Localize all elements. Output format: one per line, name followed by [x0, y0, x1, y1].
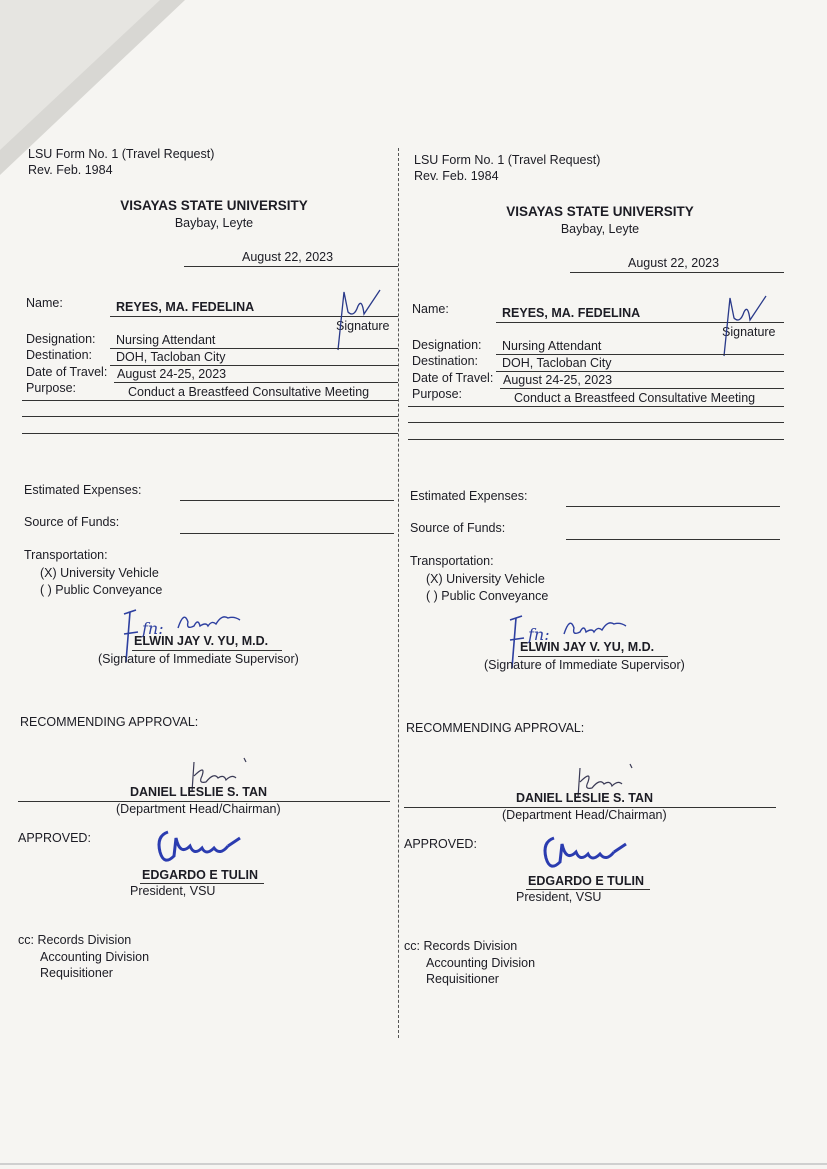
option-public-conveyance: ( ) Public Conveyance [40, 583, 163, 597]
supervisor-line [518, 656, 668, 657]
date-of-travel-line [114, 382, 398, 383]
estimated-expenses-label: Estimated Expenses: [24, 483, 142, 497]
supervisor-line [132, 650, 282, 651]
president-signature-icon [540, 832, 640, 878]
cc-requisitioner: Requisitioner [40, 966, 113, 980]
cc-accounting: Accounting Division [426, 956, 536, 970]
request-date: August 22, 2023 [628, 256, 720, 270]
designation-line [496, 354, 784, 355]
purpose-line-1 [22, 400, 398, 401]
date-of-travel-value: August 24-25, 2023 [117, 367, 227, 381]
designation-line [110, 348, 398, 349]
source-of-funds-label: Source of Funds: [410, 521, 506, 535]
dept-head-name: DANIEL LESLIE S. TAN [130, 785, 268, 799]
form-revision: Rev. Feb. 1984 [414, 169, 499, 183]
cc-requisitioner: Requisitioner [426, 972, 499, 986]
approved-label: APPROVED: [404, 837, 477, 851]
purpose-line-3 [408, 439, 784, 440]
travel-request-form-right [404, 6, 789, 1169]
designation-value: Nursing Attendant [502, 339, 602, 353]
purpose-line-1 [408, 406, 784, 407]
estimated-expenses-line [566, 506, 780, 507]
name-label: Name: [412, 302, 449, 316]
signature-label: Signature [722, 325, 776, 339]
name-value: REYES, MA. FEDELINA [502, 306, 641, 320]
estimated-expenses-line [180, 500, 394, 501]
purpose-line-3 [22, 433, 398, 434]
date-of-travel-line [500, 388, 784, 389]
date-line [184, 266, 398, 267]
cc-records: cc: Records Division [18, 933, 132, 947]
destination-value: DOH, Tacloban City [502, 356, 612, 370]
transportation-label: Transportation: [24, 548, 108, 562]
dept-head-title: (Department Head/Chairman) [116, 802, 281, 816]
option-university-vehicle: (X) University Vehicle [426, 572, 545, 586]
purpose-value: Conduct a Breastfeed Consultative Meeting [128, 385, 370, 399]
president-signature-icon [154, 826, 254, 872]
recommending-approval-label: RECOMMENDING APPROVAL: [406, 721, 585, 735]
university-location: Baybay, Leyte [560, 222, 640, 236]
supervisor-title: (Signature of Immediate Supervisor) [484, 658, 685, 672]
source-of-funds-line [180, 533, 394, 534]
form-number: LSU Form No. 1 (Travel Request) [414, 153, 601, 167]
purpose-line-2 [408, 422, 784, 423]
destination-line [110, 365, 398, 366]
designation-label: Designation: [26, 332, 96, 346]
supervisor-initials: fn: [142, 619, 164, 638]
travel-request-form-left [18, 0, 403, 1169]
destination-label: Destination: [26, 348, 93, 362]
name-value: REYES, MA. FEDELINA [116, 300, 255, 314]
supervisor-initials: fn: [528, 625, 550, 644]
supervisor-title: (Signature of Immediate Supervisor) [98, 652, 299, 666]
destination-value: DOH, Tacloban City [116, 350, 226, 364]
destination-label: Destination: [412, 354, 479, 368]
purpose-line-2 [22, 416, 398, 417]
date-of-travel-value: August 24-25, 2023 [503, 373, 613, 387]
purpose-value: Conduct a Breastfeed Consultative Meeting [514, 391, 756, 405]
source-of-funds-line [566, 539, 780, 540]
form-number: LSU Form No. 1 (Travel Request) [28, 147, 215, 161]
recommending-approval-label: RECOMMENDING APPROVAL: [20, 715, 199, 729]
dept-head-title: (Department Head/Chairman) [502, 808, 667, 822]
president-name: EDGARDO E TULIN [142, 868, 258, 882]
designation-label: Designation: [412, 338, 482, 352]
requester-signature-icon [722, 288, 772, 358]
request-date: August 22, 2023 [242, 250, 334, 264]
date-line [570, 272, 784, 273]
transportation-label: Transportation: [410, 554, 494, 568]
name-label: Name: [26, 296, 63, 310]
date-of-travel-label: Date of Travel: [412, 371, 494, 385]
date-of-travel-label: Date of Travel: [26, 365, 108, 379]
president-title: President, VSU [516, 890, 602, 904]
source-of-funds-label: Source of Funds: [24, 515, 120, 529]
university-name: VISAYAS STATE UNIVERSITY [506, 204, 694, 219]
dept-head-name: DANIEL LESLIE S. TAN [516, 791, 654, 805]
destination-line [496, 371, 784, 372]
estimated-expenses-label: Estimated Expenses: [410, 489, 528, 503]
university-name: VISAYAS STATE UNIVERSITY [120, 198, 308, 213]
president-title: President, VSU [130, 884, 216, 898]
cc-records: cc: Records Division [404, 939, 518, 953]
signature-label: Signature [336, 319, 390, 333]
form-revision: Rev. Feb. 1984 [28, 163, 113, 177]
supervisor-name: ELWIN JAY V. YU, M.D. [134, 634, 269, 648]
university-location: Baybay, Leyte [174, 216, 254, 230]
purpose-label: Purpose: [26, 381, 77, 395]
cc-accounting: Accounting Division [40, 950, 150, 964]
supervisor-name: ELWIN JAY V. YU, M.D. [520, 640, 655, 654]
approved-label: APPROVED: [18, 831, 91, 845]
option-public-conveyance: ( ) Public Conveyance [426, 589, 549, 603]
president-name: EDGARDO E TULIN [528, 874, 644, 888]
requester-signature-icon [336, 282, 386, 352]
purpose-label: Purpose: [412, 387, 463, 401]
option-university-vehicle: (X) University Vehicle [40, 566, 159, 580]
designation-value: Nursing Attendant [116, 333, 216, 347]
